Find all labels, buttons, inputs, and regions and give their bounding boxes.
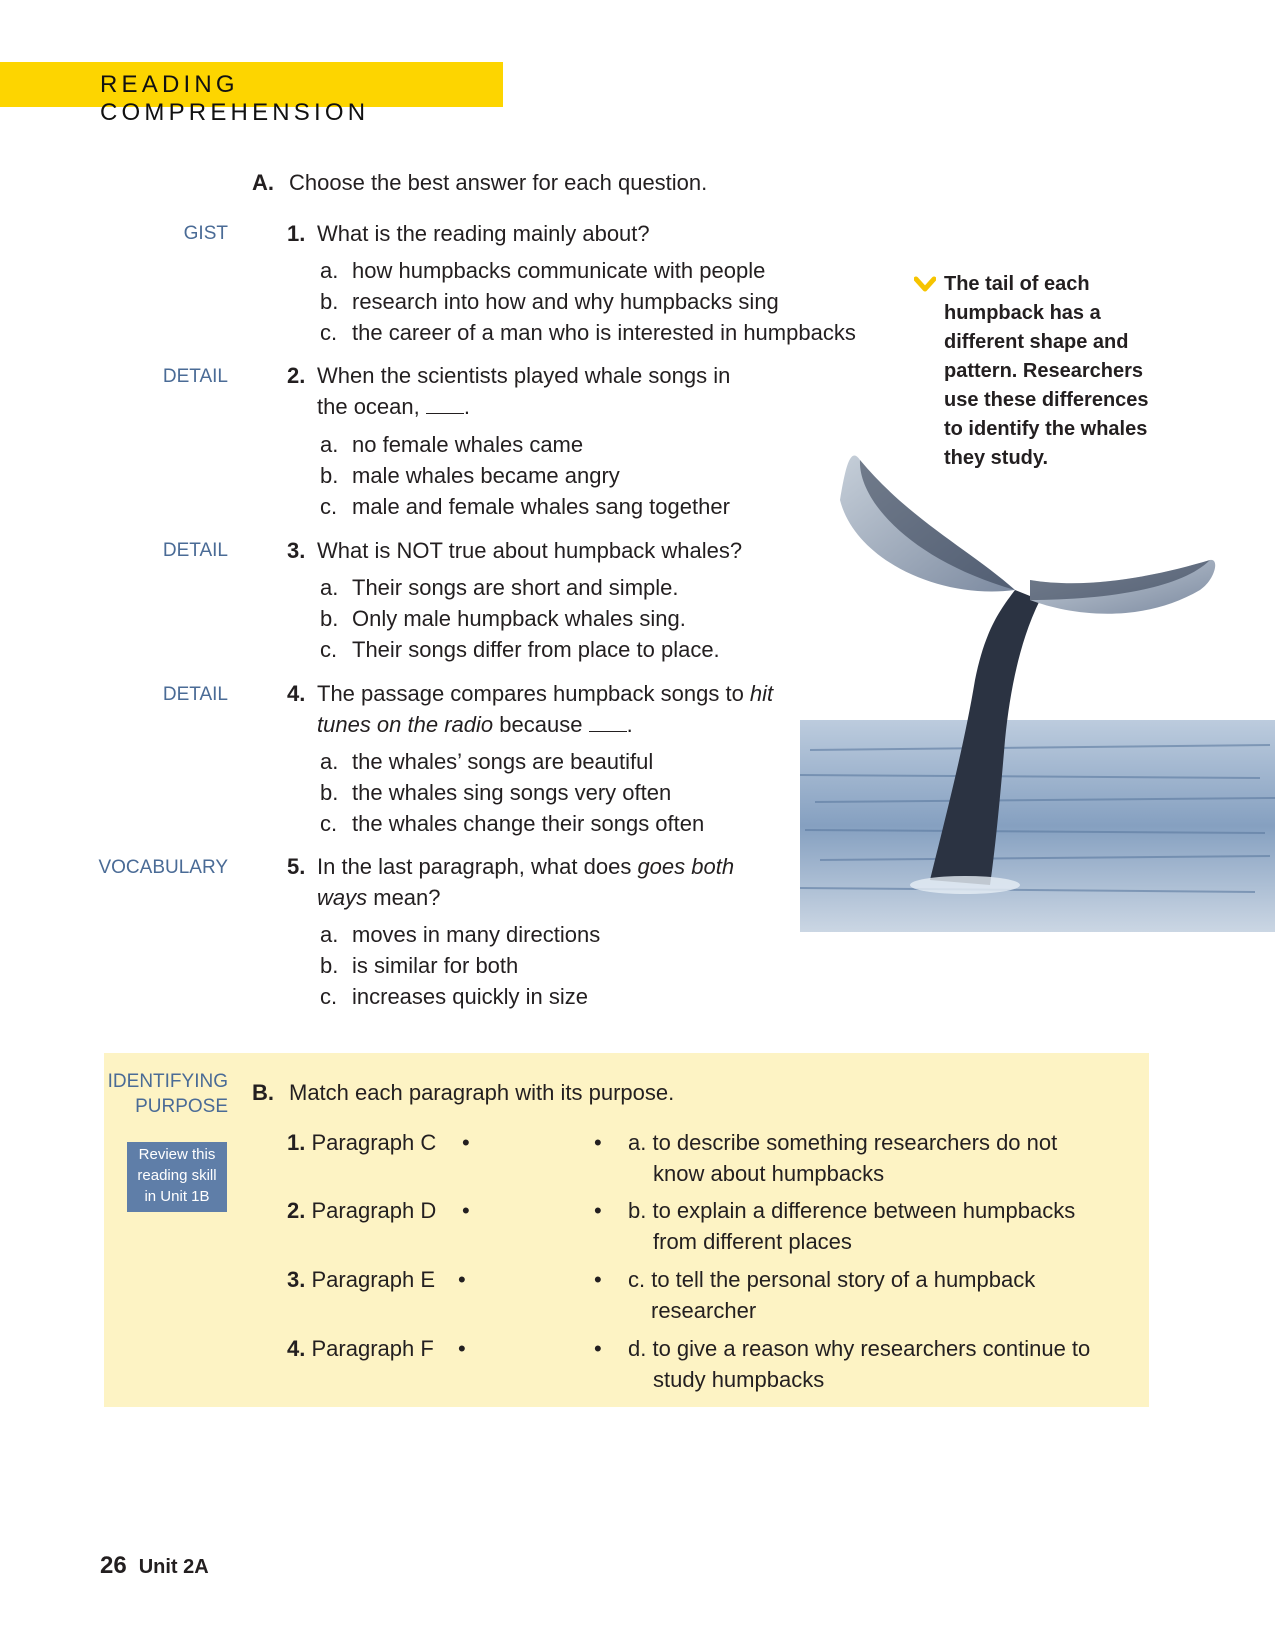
match-purpose — [628, 1333, 1090, 1395]
match-dot-left[interactable]: • — [462, 1198, 470, 1223]
unit-label: Unit 2A — [138, 1556, 209, 1578]
question-stem-italic: goes both — [637, 854, 735, 879]
match-paragraph[interactable] — [287, 1195, 436, 1226]
match-number: 4. — [287, 1336, 306, 1361]
option-letter: b. — [320, 463, 339, 488]
option-letter: b. — [320, 780, 339, 805]
section-b-tag-line: PURPOSE — [135, 1096, 228, 1117]
match-paragraph-label: Paragraph E — [311, 1267, 436, 1292]
match-purpose-line: know about humpbacks — [653, 1161, 885, 1186]
match-purpose-line: from different places — [653, 1229, 852, 1254]
option-text: the career of a man who is interested in humpbacks — [352, 320, 856, 345]
section-a-letter: A. — [252, 170, 274, 195]
option-letter: c. — [320, 984, 338, 1009]
option-text: increases quickly in size — [352, 984, 588, 1009]
question-stem-italic: ways — [317, 885, 368, 910]
question-number: 4. — [287, 681, 306, 706]
option-text: no female whales came — [352, 432, 584, 457]
question-stem: because — [493, 712, 583, 737]
question-tag: DETAIL — [162, 540, 228, 561]
option-letter: a. — [320, 922, 339, 947]
match-purpose-line: researcher — [651, 1298, 757, 1323]
question-stem-italic: tunes on the radio — [317, 712, 494, 737]
option-text: is similar for both — [352, 953, 519, 978]
question-tag: VOCABULARY — [98, 857, 228, 878]
photo-caption: The tail of each humpback has a different shape and pattern. Researchers use these differences to identify the whales they study. — [944, 273, 1149, 469]
section-b-tag — [108, 1069, 228, 1119]
option-text: moves in many directions — [352, 922, 601, 947]
option-letter: b. — [320, 953, 339, 978]
question-stem: The passage compares humpback songs to — [317, 681, 750, 706]
question-tag: DETAIL — [162, 684, 228, 705]
option-letter: b. — [320, 606, 339, 631]
option-letter: a. — [320, 575, 339, 600]
match-paragraph[interactable] — [287, 1127, 436, 1158]
chevron-down-icon — [914, 276, 936, 294]
whale-tail-photo — [800, 440, 1275, 932]
option-text: Their songs differ from place to place. — [352, 637, 720, 662]
question-stem: When the scientists played whale songs in — [317, 363, 731, 388]
section-b-instruction: Match each paragraph with its purpose. — [289, 1080, 675, 1105]
match-dot-left[interactable]: • — [458, 1336, 466, 1361]
question-stem: the ocean, — [317, 394, 420, 419]
match-purpose-line: b. to explain a difference between humpbacks — [628, 1198, 1076, 1223]
option-text: male whales became angry — [352, 463, 620, 488]
match-paragraph-label: Paragraph F — [311, 1336, 434, 1361]
option-letter: c. — [320, 320, 338, 345]
question-tag: GIST — [183, 223, 228, 244]
section-b-letter: B. — [252, 1080, 274, 1105]
question-number: 5. — [287, 854, 306, 879]
question-number: 2. — [287, 363, 306, 388]
question-stem: What is the reading mainly about? — [317, 221, 650, 246]
match-dot-right[interactable]: • — [594, 1336, 602, 1361]
review-note-line: reading skill — [137, 1167, 217, 1184]
match-dot-right[interactable]: • — [594, 1198, 602, 1223]
option-text: Their songs are short and simple. — [352, 575, 679, 600]
match-purpose-line: c. to tell the personal story of a humpback — [628, 1267, 1036, 1292]
answer-blank — [426, 395, 464, 414]
match-paragraph[interactable] — [287, 1333, 434, 1364]
option-letter: a. — [320, 749, 339, 774]
question-number: 1. — [287, 221, 306, 246]
option-text: the whales’ songs are beautiful — [352, 749, 654, 774]
review-note-line: in Unit 1B — [144, 1188, 210, 1205]
option-letter: a. — [320, 258, 339, 283]
question-stem: What is NOT true about humpback whales? — [317, 538, 743, 563]
match-number: 3. — [287, 1267, 306, 1292]
option-letter: c. — [320, 637, 338, 662]
question-tag: DETAIL — [162, 366, 228, 387]
match-purpose — [628, 1195, 1075, 1257]
option-text: the whales sing songs very often — [352, 780, 672, 805]
match-purpose-line: study humpbacks — [653, 1367, 825, 1392]
answer-blank — [589, 713, 627, 732]
match-paragraph-label: Paragraph C — [311, 1130, 437, 1155]
match-dot-right[interactable]: • — [594, 1130, 602, 1155]
page-footer — [100, 1552, 209, 1580]
option-text: Only male humpback whales sing. — [352, 606, 686, 631]
match-dot-left[interactable]: • — [458, 1267, 466, 1292]
banner-title: READING COMPREHENSION — [100, 71, 370, 126]
question-stem: mean? — [367, 885, 441, 910]
question-number: 3. — [287, 538, 306, 563]
match-purpose — [628, 1127, 1057, 1189]
match-purpose-line: a. to describe something researchers do not — [628, 1130, 1058, 1155]
option-text: the whales change their songs often — [352, 811, 705, 836]
match-number: 2. — [287, 1198, 306, 1223]
page-number: 26 — [100, 1552, 127, 1579]
option-text: research into how and why humpbacks sing — [352, 289, 779, 314]
match-number: 1. — [287, 1130, 306, 1155]
question-stem: In the last paragraph, what does — [317, 854, 638, 879]
match-purpose — [628, 1264, 1035, 1326]
option-letter: a. — [320, 432, 339, 457]
match-paragraph[interactable] — [287, 1264, 435, 1295]
section-a-instruction: Choose the best answer for each question. — [289, 170, 708, 195]
question-stem-italic: hit — [749, 681, 774, 706]
section-b-tag-line: IDENTIFYING — [107, 1071, 228, 1092]
match-dot-right[interactable]: • — [594, 1267, 602, 1292]
section-banner — [0, 62, 503, 126]
option-letter: b. — [320, 289, 339, 314]
option-letter: c. — [320, 811, 338, 836]
option-letter: c. — [320, 494, 338, 519]
option-text: how humpbacks communicate with people — [352, 258, 766, 283]
match-dot-left[interactable]: • — [462, 1130, 470, 1155]
match-purpose-line: d. to give a reason why researchers continue to — [628, 1336, 1091, 1361]
review-note — [127, 1142, 227, 1212]
option-text: male and female whales sang together — [352, 494, 730, 519]
review-note-line: Review this — [138, 1146, 216, 1163]
match-paragraph-label: Paragraph D — [311, 1198, 437, 1223]
